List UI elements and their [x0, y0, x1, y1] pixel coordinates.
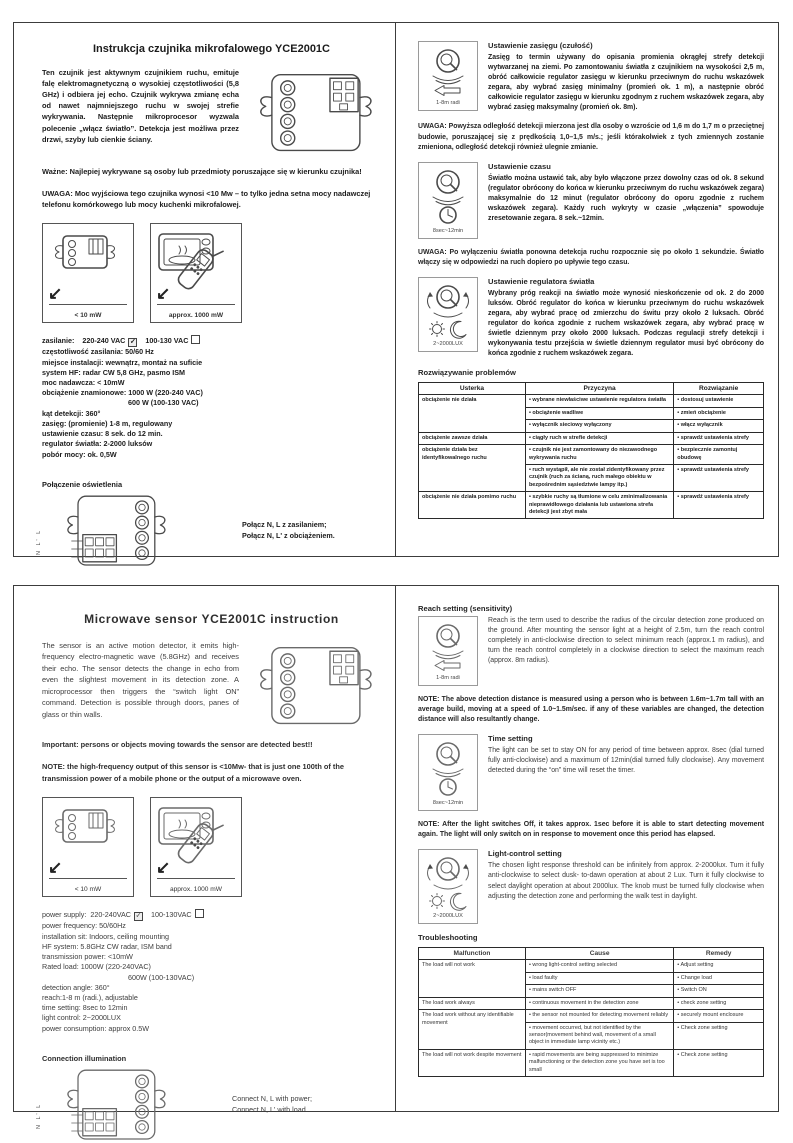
col-header: Cause	[525, 948, 673, 960]
terminal-labels: N L' L	[36, 528, 42, 555]
cause-cell: • the sensor not mounted for detecting movement reliably	[525, 1010, 673, 1022]
page-title: Microwave sensor YCE2001C instruction	[84, 612, 339, 626]
remedy-cell: • sprawdź ustawienia strefy	[674, 492, 764, 519]
time-note: UWAGA: Po wyłączeniu światła ponowna detekcja ruchu rozpocznie się po około 1 sekundzie. Światło włączy się w odpowiedzi na ruch dopiero po upływie tego czasu.	[418, 248, 764, 266]
spec-line: 600 W (100-130 VAC)	[128, 398, 199, 408]
table-row	[419, 395, 764, 407]
spec-line: HF system: 5.8GHz CW radar, ISM band	[42, 941, 172, 951]
section-heading: Light-control setting	[488, 849, 562, 859]
table-row	[419, 1049, 764, 1076]
sensor-illustration	[249, 67, 381, 155]
cause-cell: • szybkie ruchy są tłumione w celu zminimalizowania nieprawidłowego działania lub ustawiona strefa detekcji jest zbyt mała	[525, 492, 673, 519]
sun-moon-icon	[427, 892, 469, 910]
spec-line: reach:1-8 m (radi.), adjustable	[42, 992, 138, 1002]
malfunction-cell: The load work without any identifiable movement	[419, 1010, 526, 1050]
cause-cell: • continuous movement in the detection zone	[525, 997, 673, 1009]
cause-cell: • rapid movements are being suppressed to minimize malfunctioning or the detection zone you have set is too small	[525, 1049, 673, 1076]
reach-note: UWAGA: Powyższa odległość detekcji mierzona jest dla osoby o wzroście od 1,6 m do 1,7 m o przeciętnej budowie, poruszającej się z prędkością 1,0–1,5 m/s.; jeśli którakolwiek z tych zmiennych zostanie zmieniona, odległość detekcji również ulegnie zmianie.	[418, 123, 764, 151]
malfunction-cell: The load will not work despite movement	[419, 1049, 526, 1076]
spec-line: detection angle: 360°	[42, 982, 110, 992]
page-english	[13, 585, 779, 1129]
light-dial-box	[418, 277, 478, 352]
reach-note: NOTE: The above detection distance is measured using a person who is between 1.6m~1.7m tall with an average build, moving at a speed of 1.0~1.5m/sec. if any of these variables are changed, the detection distance will also resultantly change.	[418, 696, 764, 724]
specifications	[42, 909, 381, 1033]
panel-pl-instruction	[14, 23, 396, 556]
connection-section	[36, 479, 381, 569]
spec-power-supply: power supply: 220-240VAC ✓ 100-130VAC	[42, 909, 381, 921]
col-header: Remedy	[674, 948, 764, 960]
checkbox-unchecked-icon	[195, 909, 204, 918]
ground-line	[157, 878, 235, 879]
spec-line: 600W (100-130VAC)	[128, 972, 195, 982]
page-polish	[13, 22, 779, 557]
col-header: Malfunction	[419, 948, 526, 960]
remedy-cell: • Check zone setting	[674, 1022, 764, 1049]
connection-note-load: Połącz N, L' z obciążeniem.	[242, 531, 335, 541]
clock-icon	[438, 205, 458, 225]
terminal-labels: N L' L	[36, 1102, 42, 1129]
specifications	[42, 335, 381, 459]
time-range-label: 8sec~12min	[432, 800, 464, 807]
arrow-down-left-icon: ↙	[156, 858, 171, 878]
table-row	[419, 960, 764, 972]
spec-line: miejsce instalacji: wewnątrz, montaż na suficie	[42, 357, 203, 367]
arrow-down-left-icon: ↙	[48, 858, 63, 878]
figure-caption: < 10 mW	[74, 886, 102, 894]
reach-setting-section	[418, 41, 764, 113]
light-dial-box	[418, 849, 478, 924]
section-heading: Time setting	[488, 734, 533, 744]
figure-microwave-phone	[150, 797, 242, 897]
spec-line: Rated load: 1000W (220-240VAC)	[42, 962, 151, 972]
panel-pl-settings	[396, 23, 778, 556]
ground-line	[49, 878, 127, 879]
troubleshooting-title: Troubleshooting	[418, 933, 478, 943]
checkbox-unchecked-icon	[191, 335, 200, 344]
connection-note-power: Connect N, L with power;	[232, 1093, 313, 1103]
connection-device-icon	[54, 493, 174, 569]
connection-title: Connection illumination	[42, 1053, 127, 1063]
checkbox-checked-icon: ✓	[135, 912, 142, 920]
remedy-cell: • sprawdź ustawienia strefy	[674, 432, 764, 444]
spec-line: kąt detekcji: 360°	[42, 408, 101, 418]
spec-line: time setting: 8sec to 12min	[42, 1003, 128, 1013]
malfunction-cell: obciążenie nie działa pomimo ruchu	[419, 492, 526, 519]
panel-en-settings	[396, 586, 778, 1111]
remedy-cell: • Change load	[674, 972, 764, 984]
reach-setting-section	[418, 616, 764, 686]
table-row	[419, 997, 764, 1009]
malfunction-cell: The load work always	[419, 997, 526, 1009]
time-dial-box	[418, 734, 478, 811]
dial-knob-icon	[426, 169, 470, 205]
arrow-left-icon	[433, 84, 463, 97]
spec-line: obciążenie znamionowe: 1000 W (220-240 VAC)	[42, 388, 203, 398]
spec-line: installation sit: Indoors, ceiling mounting	[42, 931, 170, 941]
cause-cell: • wyłącznik sieciowy wyłączony	[525, 420, 673, 432]
table-row	[419, 445, 764, 465]
connection-title: Połączenie oświetlenia	[42, 479, 123, 489]
cause-cell: • ruch wystąpił, ale nie został zidentyfikowany przez czujnik (ruch za ścianą, ruch małego obiektu w bezpośrednim sąsiedztwie lampy itp.)	[525, 464, 673, 491]
table-row	[419, 432, 764, 444]
sun-moon-icon	[427, 320, 469, 338]
power-output-note: UWAGA: Moc wyjściowa tego czujnika wynosi <10 Mw – to tylko jedna setna mocy nadawczej telefonu komórkowego lub mocy kuchenki mikrofalowej.	[42, 189, 371, 210]
section-heading: Ustawienie regulatora światła	[488, 276, 595, 286]
light-control-section	[418, 277, 764, 360]
col-header: Przyczyna	[525, 383, 673, 395]
connection-diagram	[36, 493, 174, 569]
figure-microwave-phone	[150, 223, 242, 323]
section-body: Reach is the term used to describe the radius of the circular detection zone produced on the ground. After mounting the sensor light at a height of 2.5m, turn the reach control completely in anti-clockwise direction to select minimum reach (approx.1 m radius), and turn the reach control completely in a clockwise direction to select the maximum reach (approx. 8m radius).	[488, 617, 764, 665]
figure-caption: approx. 1000 mW	[169, 886, 223, 894]
ground-line	[157, 304, 235, 305]
ground-line	[49, 304, 127, 305]
reach-dial-box	[418, 616, 478, 686]
checkbox-checked-icon: ✓	[129, 338, 136, 346]
remedy-cell: • bezpiecznie zamontuj obudowę	[674, 445, 764, 465]
spec-line: light control: 2~2000LUX	[42, 1013, 121, 1023]
dial-knob-icon	[426, 48, 470, 84]
section-heading: Ustawienie czasu	[488, 161, 551, 171]
intro-section	[42, 67, 381, 155]
section-body: The chosen light response threshold can be infinitely from approx. 2-2000lux. Turn it fully anti-clockwise to select dusk- to-dawn operation at about 2 Lux. Turn it fully clockwise to select daylight operation at about 2000lux. The knob must be turned fully clockwise when adjusting the detection zone and performing the walk test in daylight.	[488, 862, 764, 900]
sensor-small-icon	[47, 802, 129, 860]
spec-line: power consumption: approx 0.5W	[42, 1023, 150, 1033]
time-note: NOTE: After the light switches Off, it takes approx. 1sec before it is able to start detecting movement again. The light will only switch on in response to movement once this period has elapsed.	[418, 821, 764, 839]
sensor-device-icon	[249, 71, 381, 155]
cause-cell: • obciążenie wadliwe	[525, 407, 673, 419]
panel-en-instruction	[14, 586, 396, 1129]
malfunction-cell: The load will not work	[419, 960, 526, 997]
remedy-cell: • check zone setting	[674, 997, 764, 1009]
spec-line: power frequency: 50/60Hz	[42, 921, 126, 931]
lux-range-label: 2~2000LUX	[433, 340, 463, 347]
cause-cell: • czujnik nie jest zamontowany do niezawodnego wykrywania ruchu	[525, 445, 673, 465]
intro-paragraph: Ten czujnik jest aktywnym czujnikiem ruchu, emituje falę elektromagnetyczną o wysokiej częstotliwości (5,8 GHz) i odbiera jej echo. Czujnik wykrywa zmianę echa od nawet najmniejszego ruchu w swojej strefie wykrywania. Następnie mikroprocesor wyzwala polecenie „włącz światło”. Detekcja jest możliwa przez drzwi, szyby lub cienkie ściany.	[42, 68, 239, 144]
arrow-left-icon	[433, 659, 463, 672]
time-setting-section	[418, 162, 764, 239]
dial-knob-icon	[426, 741, 470, 777]
col-header: Usterka	[419, 383, 526, 395]
clock-icon	[438, 777, 458, 797]
arrow-down-left-icon: ↙	[48, 284, 63, 304]
figure-sensor-power	[42, 223, 134, 323]
reach-range-label: 1-8m radi	[436, 675, 460, 681]
col-header: Rozwiązanie	[674, 383, 764, 395]
troubleshooting-title: Rozwiązywanie problemów	[418, 368, 516, 378]
cause-cell: • wrong light-control setting selected	[525, 960, 673, 972]
malfunction-cell: obciążenie działa bez identyfikowalnego ruchu	[419, 445, 526, 492]
reach-range-label: 1-8m radi	[436, 100, 460, 106]
important-note: Ważne: Najlepiej wykrywane są osoby lub przedmioty poruszające się w kierunku czujnika!	[42, 167, 362, 176]
figure-caption: approx. 1000 mW	[168, 312, 224, 320]
intro-paragraph: The sensor is an active motion detector, it emits high-frequency electro-magnetic wave (5.8GHz) and receives their echo. The sensor detects the change in echo from even the slightest movement in its detection zone. A microprocessor then triggers the “switch light ON” command. Detection is possible through doors, panes of glass or thin walls.	[42, 641, 239, 719]
remedy-cell: • Check zone setting	[674, 1049, 764, 1076]
arrow-down-left-icon: ↙	[156, 284, 171, 304]
dial-knob-icon	[426, 623, 470, 659]
cause-cell: • load faulty	[525, 972, 673, 984]
spec-line: regulator światła: 2-2000 luksów	[42, 439, 153, 449]
table-row	[419, 1010, 764, 1022]
section-body: Światło można ustawić tak, aby było włączone przez dowolny czas od ok. 8 sekund (regulator obrócony do końca w kierunku przeciwnym do ruchu wskazówek zegara) maksymalnie do 12 minut (regulator obrócony do oporu zgodnie z ruchem wskazówek zegara). Każdy ruch wykryty w czasie „włączenia” spowoduje zresetowanie zegara. 8 sek.~12min.	[488, 174, 764, 223]
reach-dial-box	[418, 41, 478, 111]
section-body: Zasięg to termin używany do opisania promienia okrągłej strefy detekcji wytwarzanej na ziemi. Po zamontowaniu światła z czujnikiem na wysokości 2,5 m, obróć całkowicie regulator zasięgu w kierunku przeciwnym do ruchu wskazówek zegara, aby wybrać zasięg minimalny (promień ok. 1 m), a następnie obróć całkowicie regulator zasięgu w kierunku zgodnym z ruchem wskazówek zegara, aby wybrać zasięg maksymalny (promień ok. 8m).	[488, 54, 764, 112]
malfunction-cell: obciążenie nie działa	[419, 395, 526, 432]
comparison-figures	[42, 797, 381, 897]
dial-knob-arrows-icon	[422, 856, 474, 892]
sensor-device-icon	[249, 644, 381, 728]
troubleshooting-table	[418, 947, 764, 1077]
time-range-label: 8sec~12min	[432, 227, 464, 234]
spec-line: moc nadawcza: < 10mW	[42, 377, 125, 387]
connection-diagram	[36, 1067, 174, 1143]
remedy-cell: • securely mount enclosure	[674, 1010, 764, 1022]
connection-notes	[182, 1067, 312, 1116]
spec-line: pobór mocy: ok. 0,5W	[42, 449, 117, 459]
section-heading: Reach setting (sensitivity)	[418, 604, 513, 613]
cause-cell: • movement occurred, but not identified by the sensor(movement behind wall, movement of a small object in immediate lamp vicinity etc.)	[525, 1022, 673, 1049]
cause-cell: • mains switch OFF	[525, 985, 673, 997]
cause-cell: • ciągły ruch w strefie detekcji	[525, 432, 673, 444]
remedy-cell: • sprawdź ustawienia strefy	[674, 464, 764, 491]
connection-note-load: Connect N, L' with load.	[232, 1105, 308, 1115]
dial-knob-arrows-icon	[422, 284, 474, 320]
cause-cell: • wybrane niewłaściwe ustawienie regulatora światła	[525, 395, 673, 407]
remedy-cell: • włącz wyłącznik	[674, 420, 764, 432]
connection-note-power: Połącz N, L z zasilaniem;	[242, 519, 327, 529]
spec-line: ustawienie czasu: 8 sek. do 12 min.	[42, 429, 163, 439]
malfunction-cell: obciążenie zawsze działa	[419, 432, 526, 444]
power-output-note: NOTE: the high-frequency output of this sensor is <10Mw- that is just one 100th of the transmission power of a mobile phone or the output of a microwave oven.	[42, 762, 345, 783]
page-title: Instrukcja czujnika mikrofalowego YCE2001C	[93, 43, 330, 55]
spec-line: transmission power: <10mW	[42, 952, 133, 962]
spec-line: system HF: radar CW 5,8 GHz, pasmo ISM	[42, 367, 185, 377]
section-body: The light can be set to stay ON for any period of time between approx. 8sec (dial turned fully anti-clockwise) and a maximum of 12min(dial turned fully clockwise). Any movement detected during the “on” time will reset the timer.	[488, 747, 764, 775]
connection-notes	[182, 493, 335, 542]
time-dial-box	[418, 162, 478, 239]
table-row	[419, 492, 764, 519]
figure-sensor-power	[42, 797, 134, 897]
connection-section	[36, 1053, 381, 1143]
table-header-row	[419, 383, 764, 395]
time-setting-section	[418, 734, 764, 811]
connection-device-icon	[54, 1067, 174, 1143]
intro-section	[42, 640, 381, 728]
important-note: Important: persons or objects moving towards the sensor are detected best!!	[42, 740, 313, 749]
remedy-cell: • dostosuj ustawienie	[674, 395, 764, 407]
spec-power-supply: zasilanie: 220-240 VAC ✓ 100-130 VAC	[42, 335, 381, 347]
table-header-row	[419, 948, 764, 960]
sensor-illustration	[249, 640, 381, 728]
figure-caption: < 10 mW	[74, 312, 102, 320]
spec-line: zasięg: (promienie) 1-8 m, regulowany	[42, 418, 173, 428]
remedy-cell: • Switch ON	[674, 985, 764, 997]
lux-range-label: 2~2000LUX	[433, 913, 463, 920]
troubleshooting-table	[418, 382, 764, 519]
spec-line: częstotliwość zasilania: 50/60 Hz	[42, 347, 154, 357]
comparison-figures	[42, 223, 381, 323]
remedy-cell: • zmień obciążenie	[674, 407, 764, 419]
remedy-cell: • Adjust setting	[674, 960, 764, 972]
section-heading: Ustawienie zasięgu (czułość)	[488, 41, 593, 50]
sensor-small-icon	[47, 228, 129, 286]
light-control-section	[418, 849, 764, 924]
section-body: Wybrany próg reakcji na światło może wynosić nieskończenie od ok. 2 do 2000 luksów. Obróć regulator do końca w kierunku przeciwnym do ruchu wskazówek zegara, aby wybrać pracę od zmierzchu do świtu przy około 2 luksach. Obróć regulator do końca zgodnie z ruchem wskazówek zegara, aby wybrać pracę w świetle dziennym przy około 2000 luksach. Podczas regulacji strefy detekcji i wykonywania testu przejścia w świetle dziennym regulator musi być obrócony do końca zgodnie z ruchem wskazówek zegara.	[488, 289, 764, 358]
